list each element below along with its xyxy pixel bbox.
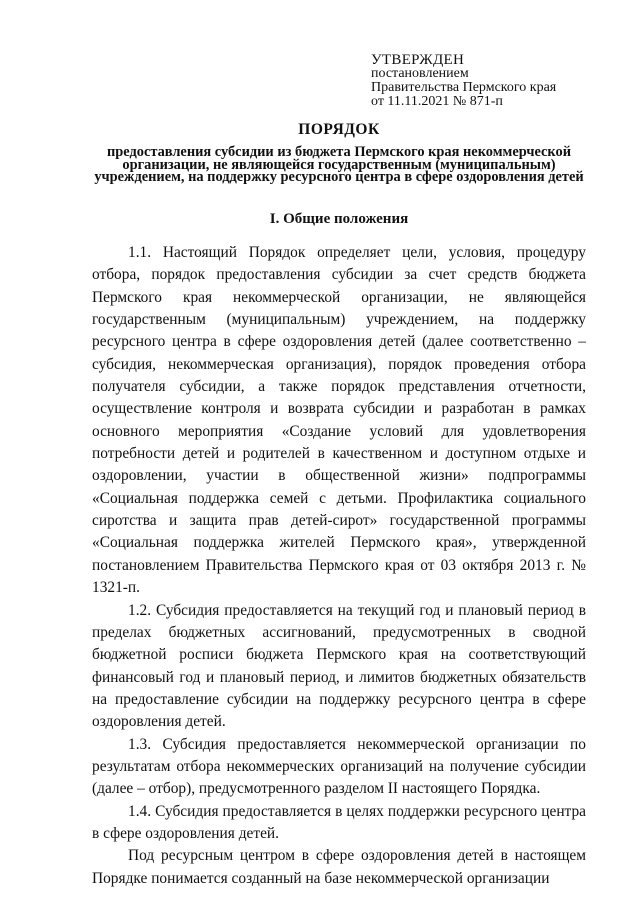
document-title: ПОРЯДОК: [298, 121, 380, 138]
paragraph: Под ресурсным центром в сфере оздоровления детей в настоящем Порядке понимается созданный на базе некоммерческой организации: [92, 847, 586, 887]
paragraph: 1.3. Субсидия предоставляется некоммерческой организации по результатам отбора некоммерческих организаций на получение субсидии (далее – отбор), предусмотренного разделом II настоящего Порядка.: [92, 735, 586, 798]
approval-title: УТВЕРЖДЕН: [371, 52, 465, 68]
approval-line: от 11.11.2021 № 871-п: [371, 94, 503, 109]
approval-stamp: [371, 53, 621, 109]
paragraph: 1.2. Субсидия предоставляется на текущий год и плановый период в пределах бюджетных ассигнований, предусмотренных в сводной бюджетной росписи бюджета Пермского края на соответствующий финансовый год и плановый период, и лимитов бюджетных обязательств на предоставление субсидии на поддержку ресурсного центра в сфере оздоровления детей.: [92, 601, 586, 731]
document-subtitle: предоставления субсидии из бюджета Пермского края некоммерческой организации, не являющейся государственным (муниципальным) учреждением, на поддержку ресурсного центра в сфере оздоровления детей: [94, 144, 584, 185]
paragraph: 1.1. Настоящий Порядок определяет цели, условия, процедуру отбора, порядок предоставления субсидии за счет средств бюджета Пермского края некоммерческой организации, не являющейся государственным (муниципальным) учреждением, на поддержку ресурсного центра в сфере оздоровления детей (далее соответственно – субсидия, некоммерческая организация), порядок проведения отбора получателя субсидии, а также порядок представления отчетности, осуществление контроля и возврата субсидии и разработан в рамках основного мероприятия «Создание условий для удовлетворения потребности детей и родителей в качественном и доступном отдыхе и оздоровлении, участии в общественной жизни» подпрограммы «Социальная поддержка семей с детьми. Профилактика социального сиротства и защита прав детей-сирот» государственной программы «Социальная поддержка жителей Пермского края», утвержденной постановлением Правительства Пермского края от 03 октября 2013 г. № 1321-п.: [92, 244, 586, 597]
document-body: [92, 242, 586, 890]
approval-line: постановлением: [371, 66, 469, 81]
section-heading: I. Общие положения: [269, 211, 409, 227]
paragraph: 1.4. Субсидия предоставляется в целях поддержки ресурсного центра в сфере оздоровления детей.: [92, 802, 586, 842]
approval-line: Правительства Пермского края: [371, 80, 557, 95]
